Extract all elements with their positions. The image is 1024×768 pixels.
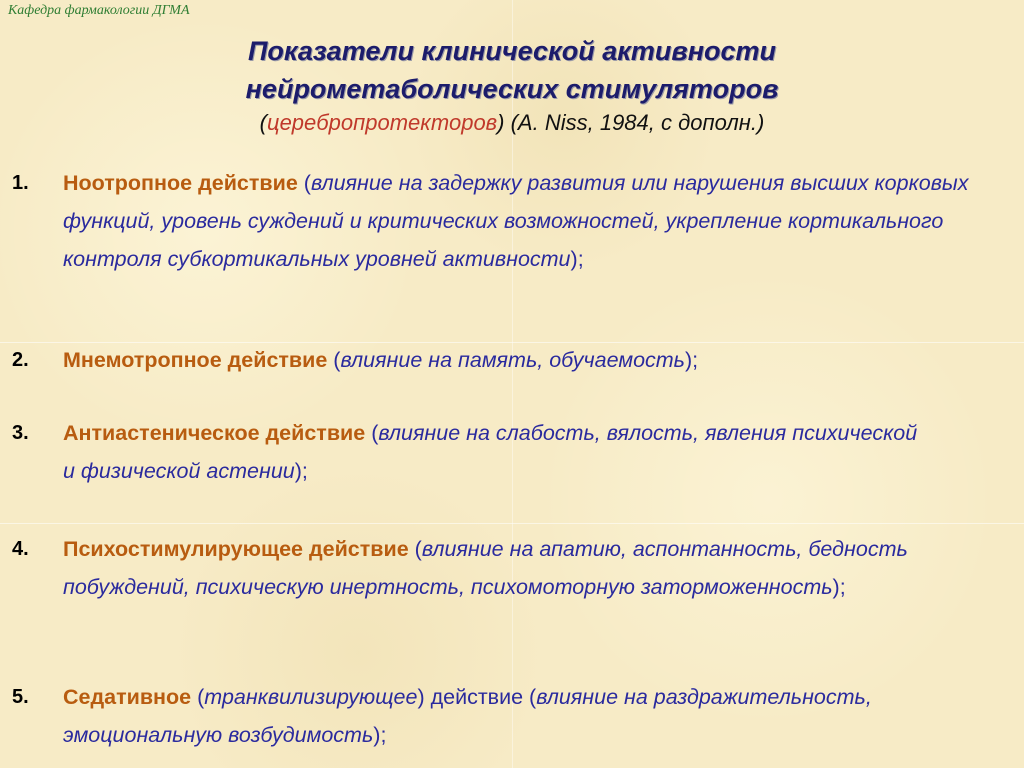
item-paren: ( [191,685,205,709]
item-paren: ( [408,537,422,561]
item-paren: ); [570,247,584,271]
title-line-1: Показатели клинической активности [247,36,777,66]
item-number: 5. [12,686,29,708]
item-connector: ) действие ( [417,685,537,709]
list-item [0,414,1000,490]
item-text [63,164,1000,278]
item-paren: ); [832,575,846,599]
item-description-qualifier: транквилизирующее [204,685,418,709]
list-item [0,164,1000,278]
item-number: 3. [12,422,29,444]
item-text [63,341,1000,379]
subtitle-open: ( [259,110,267,135]
item-term: Ноотропное действие [63,171,298,195]
item-description: влияние на апатию, аспонтанность, бедность побуждений, психическую инертность, психомоторную заторможенность [63,537,908,599]
item-paren: ( [365,421,379,445]
item-number: 2. [12,349,29,371]
item-term: Седативное [63,685,192,709]
item-paren: ); [373,723,387,747]
item-paren: ); [685,348,699,372]
subtitle [0,108,1024,138]
item-description: влияние на память, обучаемость [340,348,685,372]
subtitle-citation: ) (А. Niss, 1984, с дополн.) [497,110,765,135]
item-term: Психостимулирующее действие [63,537,409,561]
item-paren: ); [294,459,308,483]
subtitle-highlight: церебропротекторов [266,110,498,135]
item-description: влияние на раздражительность, эмоциональную возбудимость [63,685,872,747]
item-term: Мнемотропное действие [63,348,328,372]
item-text [63,530,1000,606]
item-number: 1. [12,172,29,194]
title-line-2: нейрометаболических стимуляторов [245,74,779,104]
item-description: влияние на задержку развития или нарушения высших корковых функций, уровень суждений и критических возможностей, укрепление кортикального контроля субкортикальных уровней активности [63,171,969,271]
item-text [63,414,1000,490]
department-label: Кафедра фармакологии ДГМА [8,3,190,18]
item-description: влияние на слабость, вялость, явления психической и физической астении [63,421,918,483]
list-item [0,341,1000,379]
list-item [0,530,1000,606]
item-number: 4. [12,538,29,560]
item-text [63,678,1000,754]
item-term: Антиастеническое действие [63,421,366,445]
list-item [0,678,1000,754]
slide-title [0,32,1024,138]
item-paren: ( [327,348,341,372]
item-paren: ( [297,171,311,195]
